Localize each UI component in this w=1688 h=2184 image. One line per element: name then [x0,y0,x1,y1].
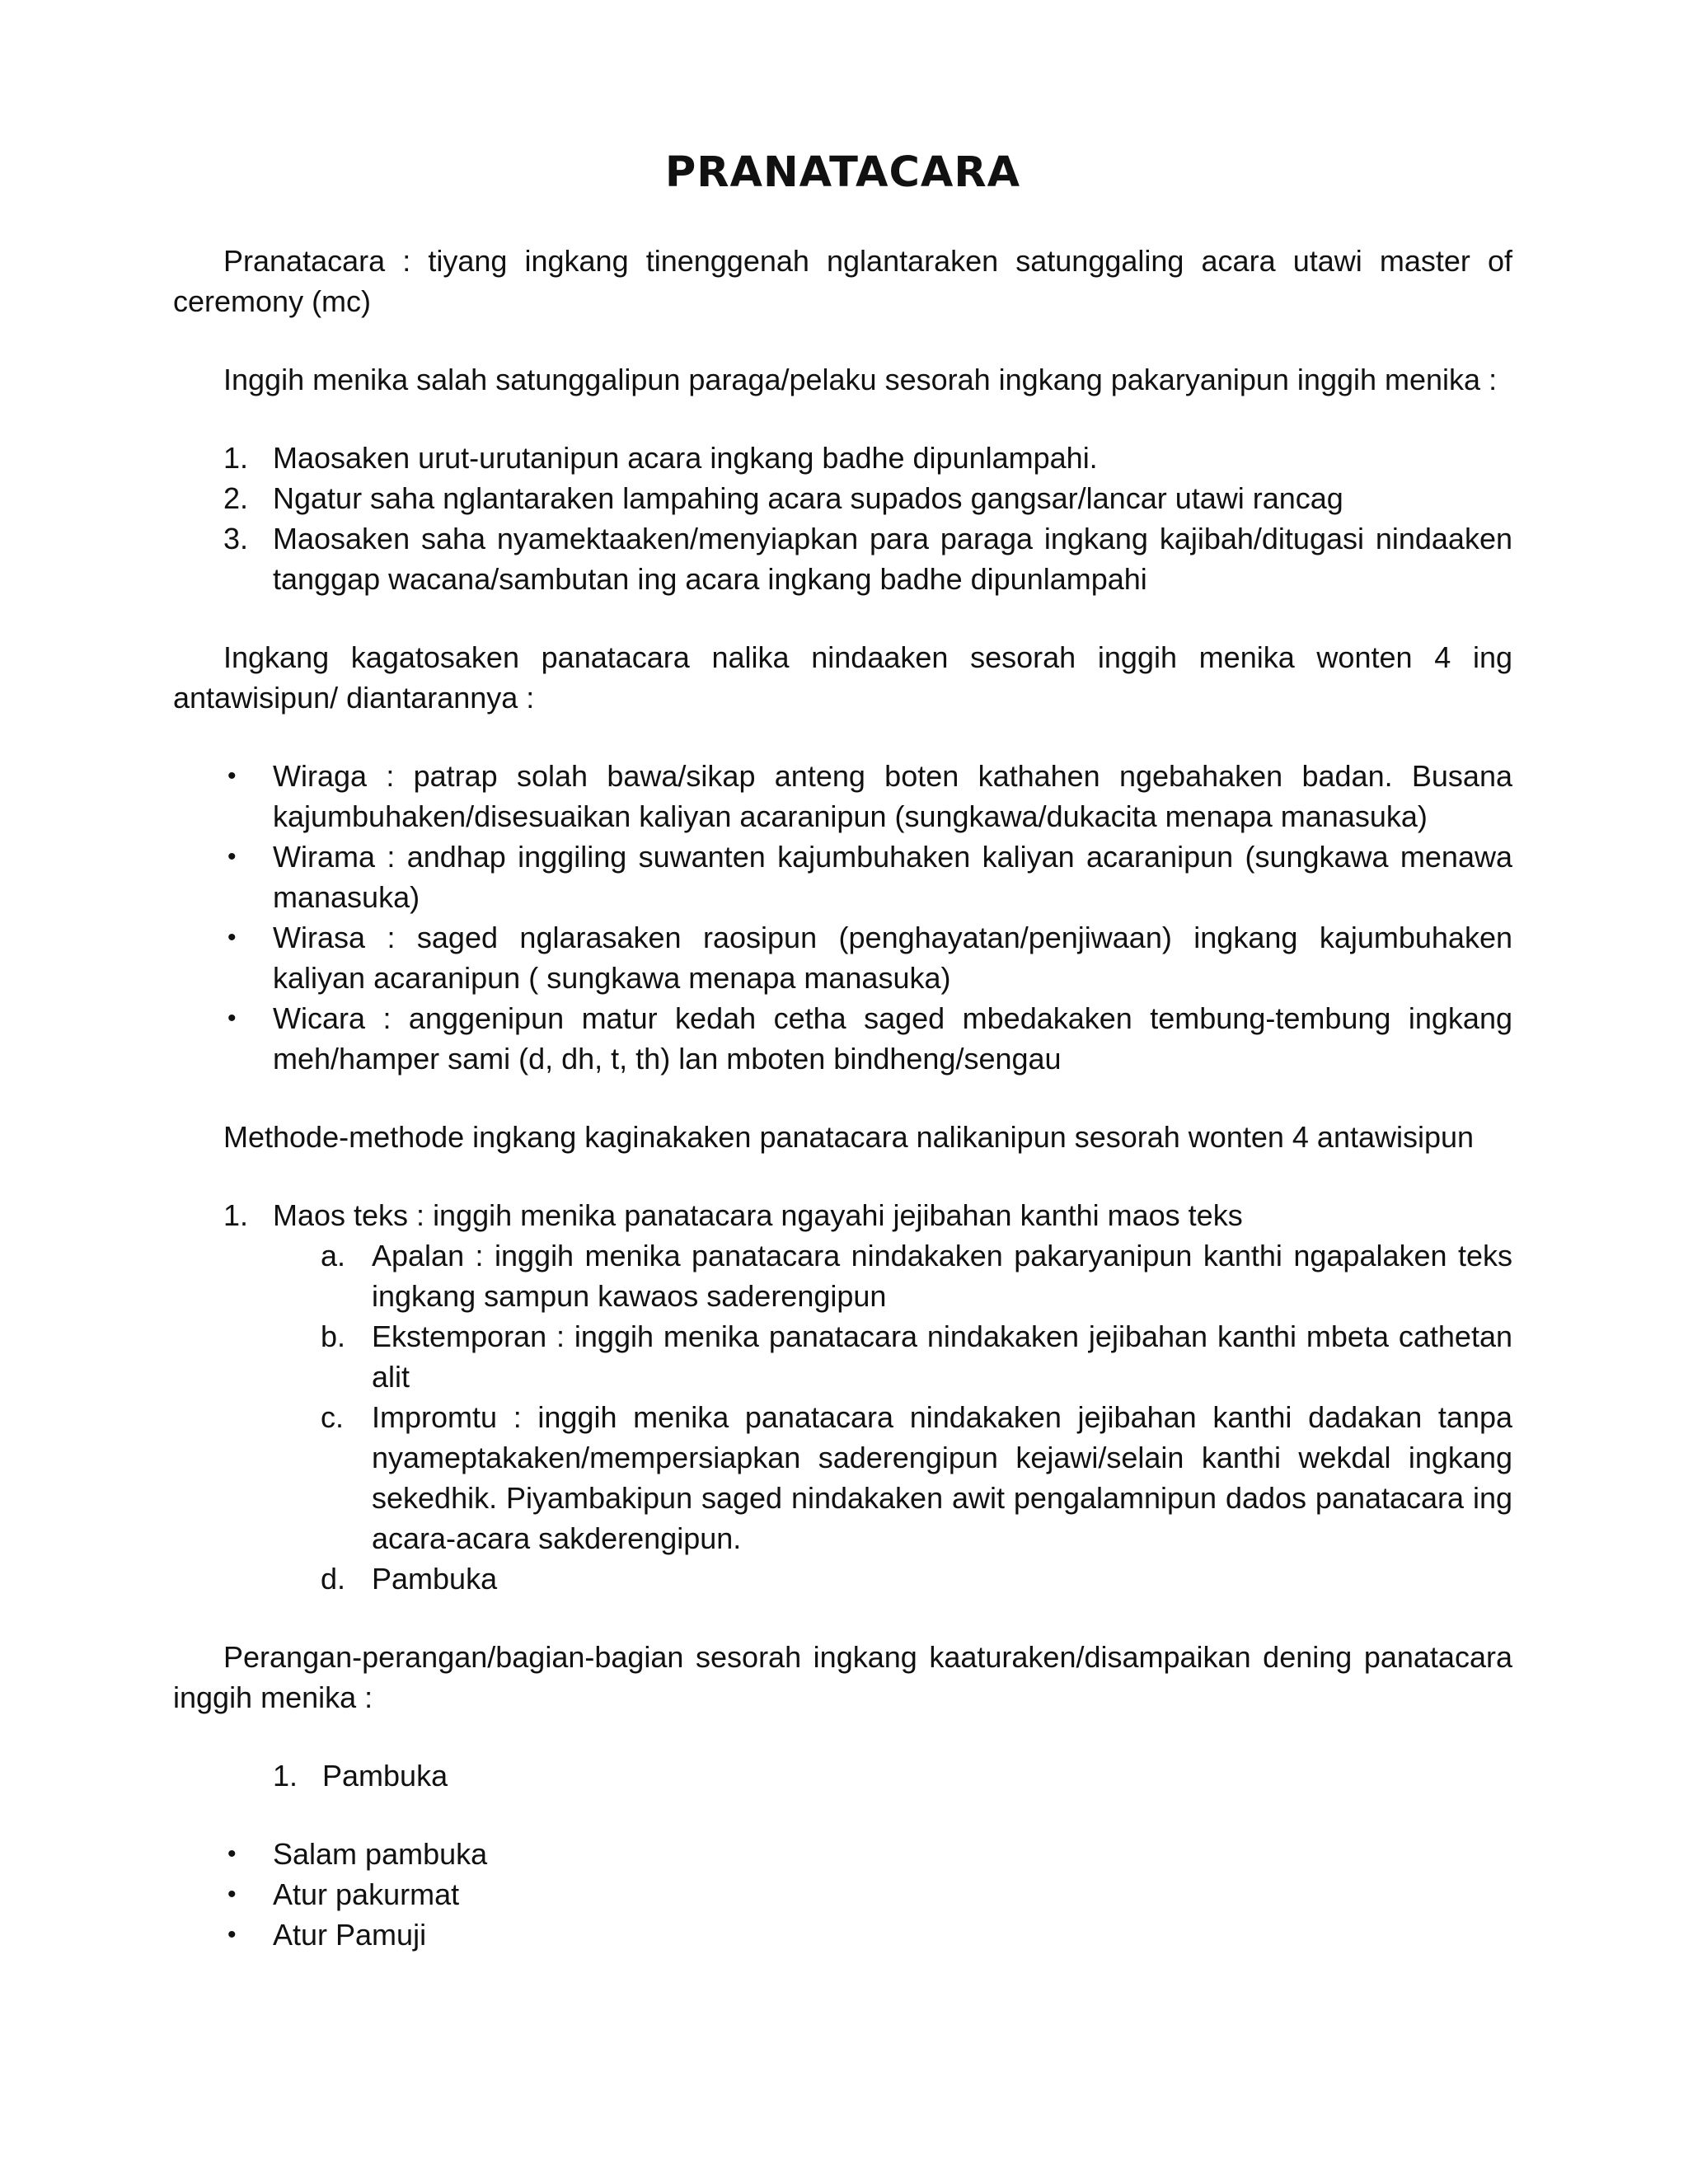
sub-list-item-text: Pambuka [372,1562,498,1596]
methods-sub-list [273,1235,1512,1599]
sub-list-item [273,1558,1512,1599]
list-item [173,1874,1512,1915]
list-item-text: Wirama : andhap inggiling suwanten kajumbuhaken kaliyan acaranipun (sungkawa menawa manasuka) [273,840,1512,914]
attention-list [173,756,1512,1079]
parts-list [173,1755,1512,1796]
bullet-icon: • [227,762,237,790]
list-item [173,1755,1512,1796]
list-marker: 2. [223,481,249,515]
list-item [173,998,1512,1079]
page-title: PRANATACARA [664,148,1021,197]
list-item-text: Maosaken saha nyamektaaken/menyiapkan para paraga ingkang kajibah/ditugasi nindaaken tanggap wacana/sambutan ing acara ingkang badhe dipunlampahi [273,522,1512,596]
list-item-text: Maosaken urut-urutanipun acara ingkang badhe dipunlampahi. [273,441,1098,475]
list-item-text: Atur Pamuji [273,1918,427,1952]
document-page [173,148,1512,1993]
list-marker: 3. [223,522,249,555]
list-item-text: Wirasa : saged nglarasaken raosipun (penghayatan/penjiwaan) ingkang kajumbuhaken kaliyan acaranipun ( sungkawa menapa manasuka) [273,921,1512,995]
list-item-text: Wicara : anggenipun matur kedah cetha saged mbedakaken tembung-tembung ingkang meh/hamper sami (d, dh, t, th) lan mboten bindheng/sengau [273,1001,1512,1076]
list-item-text: Ngatur saha nglantaraken lampahing acara supados gangsar/lancar utawi rancag [273,481,1343,515]
sub-list-marker: a. [321,1239,346,1272]
methods-list [173,1195,1512,1599]
list-item [173,438,1512,478]
bullet-icon: • [227,843,237,870]
list-item-text: Maos teks : inggih menika panatacara ngayahi jejibahan kanthi maos teks [273,1198,1243,1232]
sub-list-item-text: Apalan : inggih menika panatacara nindakaken pakaryanipun kanthi ngapalaken teks ingkang sampun kawaos saderengipun [372,1239,1512,1313]
list-item [173,756,1512,837]
sub-list-item [273,1235,1512,1316]
bullet-icon: • [227,1005,237,1032]
list-item [173,917,1512,998]
list-item [173,837,1512,917]
list-item [173,1195,1512,1599]
sub-list-marker: c. [321,1400,345,1434]
sub-list-marker: d. [321,1562,346,1596]
sub-list-marker: b. [321,1319,346,1353]
parts-intro-paragraph: Perangan-perangan/bagian-bagian sesorah ingkang kaaturaken/disampaikan dening panatacara inggih menika : [173,1640,1512,1714]
list-item-text: Pambuka [322,1759,448,1793]
list-item-text: Salam pambuka [273,1837,488,1871]
list-marker: 1. [273,1759,298,1793]
sub-list-item [273,1316,1512,1397]
intro-paragraph: Inggih menika salah satunggalipun paraga/pelaku sesorah ingkang pakaryanipun inggih menika : [223,363,1498,396]
list-item-text: Atur pakurmat [273,1877,460,1911]
methods-intro-paragraph: Methode-methode ingkang kaginakaken panatacara nalikanipun sesorah wonten 4 antawisipun [223,1120,1475,1154]
bullet-icon: • [227,1921,237,1948]
sub-list-item-text: Impromtu : inggih menika panatacara nindakaken jejibahan kanthi dadakan tanpa nyameptakaken/mempersiapkan saderengipun kejawi/selain kanthi wekdal ingkang sekedhik. Piyambakipun saged nindakaken awit pengalamnipun dados panatacara ing acara-acara sakderengipun. [372,1400,1512,1555]
attention-intro-paragraph: Ingkang kagatosaken panatacara nalika nindaaken sesorah inggih menika wonten 4 ing antawisipun/ diantarannya : [173,640,1512,715]
list-marker: 1. [223,441,249,475]
list-item [173,478,1512,518]
bullet-icon: • [227,1840,237,1868]
definition-paragraph: Pranatacara : tiyang ingkang tinenggenah nglantaraken satunggaling acara utawi master of ceremony (mc) [173,244,1512,318]
duties-list [173,438,1512,599]
bullet-icon: • [227,1881,237,1908]
list-item [173,1834,1512,1874]
list-item-text: Wiraga : patrap solah bawa/sikap anteng boten kathahen ngebahaken badan. Busana kajumbuhaken/disesuaikan kaliyan acaranipun (sungkawa/dukacita menapa manasuka) [273,759,1512,833]
bullet-icon: • [227,924,237,951]
sub-list-item-text: Ekstemporan : inggih menika panatacara nindakaken jejibahan kanthi mbeta cathetan alit [372,1319,1512,1394]
list-item [173,518,1512,599]
list-marker: 1. [223,1198,249,1232]
parts-items-list [173,1834,1512,1955]
list-item [173,1915,1512,1955]
sub-list-item [273,1397,1512,1558]
